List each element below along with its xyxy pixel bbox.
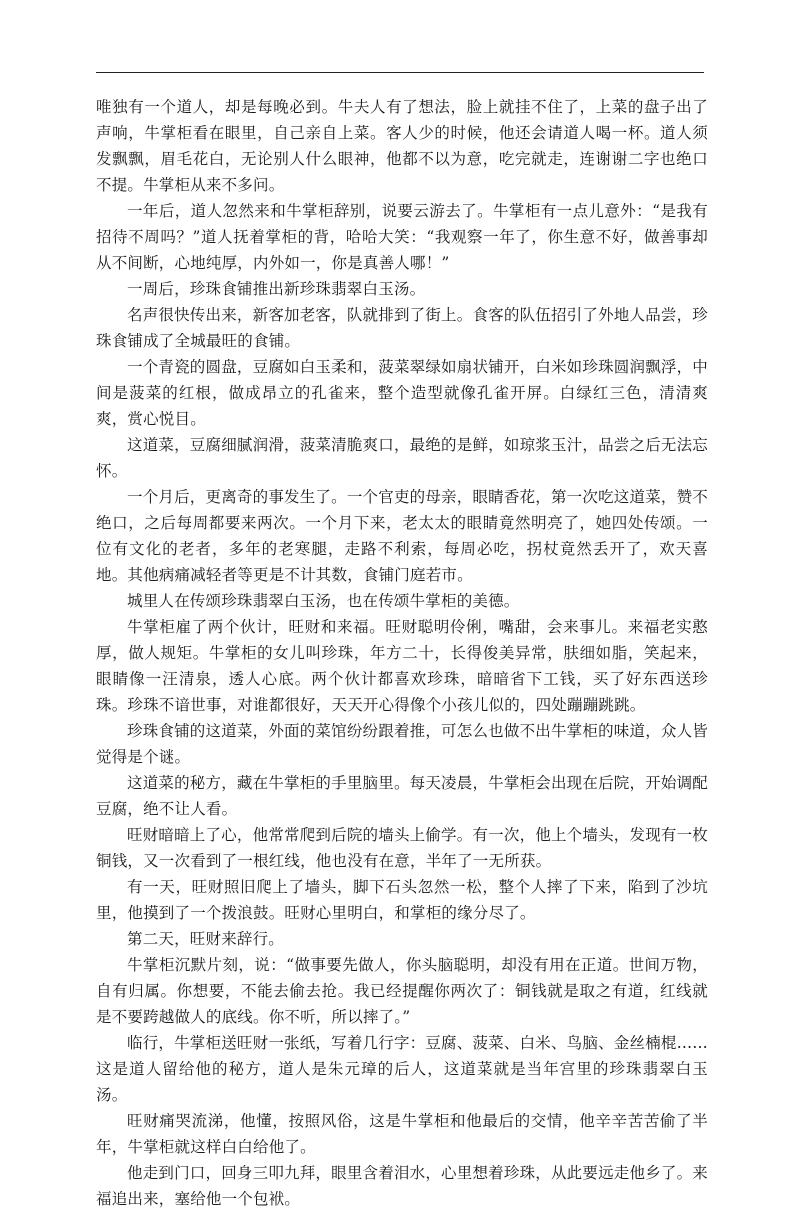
paragraph: 名声很快传出来，新客加老客，队就排到了街上。食客的队伍招引了外地人品尝，珍珠食铺成了全城最旺的食铺。 xyxy=(96,306,708,350)
paragraph: 城里人在传颂珍珠翡翠白玉汤，也在传颂牛掌柜的美德。 xyxy=(127,592,520,610)
paragraph: 他走到门口，回身三叩九拜，眼里含着泪水，心里想着珍珠，从此要远走他乡了。来福追出来，塞给他一个包袱。 xyxy=(96,1164,708,1208)
header-rule xyxy=(96,72,704,73)
paragraph: 旺财痛哭流涕，他懂，按照风俗，这是牛掌柜和他最后的交情，他辛辛苦苦偷了半年，牛掌柜就这样白白给他了。 xyxy=(96,1112,708,1156)
paragraph: 牛掌柜沉默片刻，说：“做事要先做人，你头脑聪明，却没有用在正道。世间万物，自有归属。你想要，不能去偷去抢。我已经提醒你两次了：铜钱就是取之有道，红线就是不要跨越做人的底线。你不听，所以摔了。” xyxy=(96,956,708,1026)
paragraph: 这道菜，豆腐细腻润滑，菠菜清脆爽口，最绝的是鲜，如琼浆玉汁，品尝之后无法忘怀。 xyxy=(96,436,708,480)
paragraph: 临行，牛掌柜送旺财一张纸，写着几行字：豆腐、菠菜、白米、鸟脑、金丝楠棍……这是道人留给他的秘方，道人是朱元璋的后人，这道菜就是当年宫里的珍珠翡翠白玉汤。 xyxy=(96,1034,708,1104)
paragraph: 牛掌柜雇了两个伙计，旺财和来福。旺财聪明伶俐，嘴甜，会来事儿。来福老实憨厚，做人规矩。牛掌柜的女儿叫珍珠，年方二十，长得俊美异常，肤细如脂，笑起来，眼睛像一汪清泉，透人心底。两个伙计都喜欢珍珠，暗暗省下工钱，买了好东西送珍珠。珍珠不谙世事，对谁都很好，天天开心得像个小孩儿似的，四处蹦蹦跳跳。 xyxy=(96,618,708,714)
paragraph: 一年后，道人忽然来和牛掌柜辞别，说要云游去了。牛掌柜有一点儿意外：“是我有招待不周吗？”道人抚着掌柜的背，哈哈大笑：“我观察一年了，你生意不好，做善事却从不间断，心地纯厚，内外如一，你是真善人哪！” xyxy=(96,202,708,272)
paragraph: 一个月后，更离奇的事发生了。一个官吏的母亲，眼睛香花，第一次吃这道菜，赞不绝口，之后每周都要来两次。一个月下来，老太太的眼睛竟然明亮了，她四处传颂。一位有文化的老者，多年的老寒腿，走路不利索，每周必吃，拐杖竟然丢开了，欢天喜地。其他病痛减轻者等更是不计其数，食铺门庭若市。 xyxy=(96,488,708,584)
paragraph: 这道菜的秘方，藏在牛掌柜的手里脑里。每天凌晨，牛掌柜会出现在后院，开始调配豆腐，绝不让人看。 xyxy=(96,774,708,818)
paragraph: 旺财暗暗上了心，他常常爬到后院的墙头上偷学。有一次，他上个墙头，发现有一枚铜钱，又一次看到了一根红线，他也没有在意，半年了一无所获。 xyxy=(96,826,708,870)
paragraph: 第二天，旺财来辞行。 xyxy=(127,930,285,948)
paragraph: 一个青瓷的圆盘，豆腐如白玉柔和，菠菜翠绿如扇状铺开，白米如珍珠圆润飘浮，中间是菠菜的红根，做成昂立的孔雀来，整个造型就像孔雀开屏。白绿红三色，清清爽爽，赏心悦目。 xyxy=(96,358,708,428)
paragraph: 珍珠食铺的这道菜，外面的菜馆纷纷跟着推，可怎么也做不出牛掌柜的味道，众人皆觉得是个谜。 xyxy=(96,722,708,766)
paragraph: 唯独有一个道人，却是每晚必到。牛夫人有了想法，脸上就挂不住了，上菜的盘子出了声响，牛掌柜看在眼里，自己亲自上菜。客人少的时候，他还会请道人喝一杯。道人须发飘飘，眉毛花白，无论别人什么眼神，他都不以为意，吃完就走，连谢谢二字也绝口不提。牛掌柜从来不多问。 xyxy=(96,98,708,194)
paragraph: 有一天，旺财照旧爬上了墙头，脚下石头忽然一松，整个人摔了下来，陷到了沙坑里，他摸到了一个拨浪鼓。旺财心里明白，和掌柜的缘分尽了。 xyxy=(96,878,708,922)
paragraph: 一周后，珍珠食铺推出新珍珠翡翠白玉汤。 xyxy=(127,280,426,298)
article-body xyxy=(96,94,708,1212)
